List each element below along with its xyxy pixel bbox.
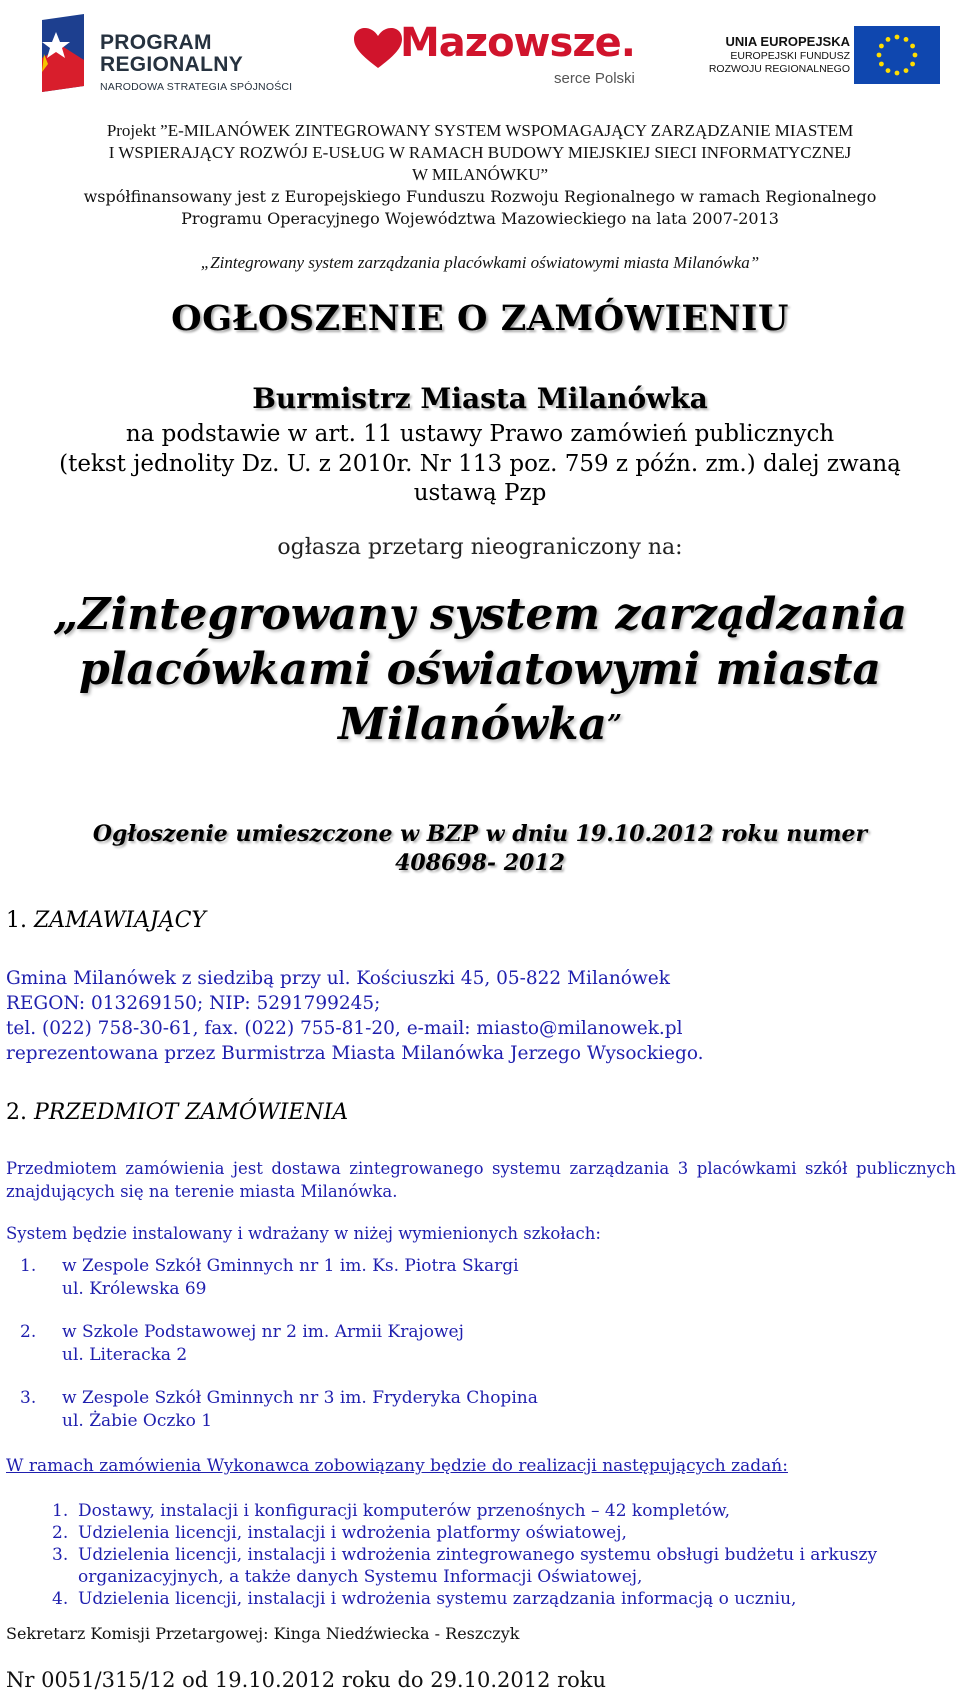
- project-line-5: Programu Operacyjnego Województwa Mazowieckiego na lata 2007-2013: [181, 209, 779, 228]
- subject-paragraph: Przedmiotem zamówienia jest dostawa zintegrowanego systemu zarządzania 3 placówkami szkół publicznych znajdujących się na terenie miasta Milanówka.: [6, 1159, 956, 1201]
- heart-icon: [354, 28, 402, 70]
- section-1-heading: [6, 908, 206, 933]
- eu-fund-line2: ROZWOJU REGIONALNEGO: [708, 63, 850, 75]
- eu-star-icon: [886, 68, 891, 73]
- school-name: w Szkole Podstawowej nr 2 im. Armii Krajowej: [62, 1322, 464, 1342]
- eu-title: UNIA EUROPEJSKA: [725, 34, 850, 49]
- phone-email-line: tel. (022) 758-30-61, fax. (022) 755-81-20, e-mail: miasto@milanowek.pl: [6, 1018, 683, 1039]
- address-line: Gmina Milanówek z siedzibą przy ul. Kościuszki 45, 05-822 Milanówek: [6, 968, 670, 989]
- school-street: ul. Literacka 2: [62, 1345, 188, 1365]
- list-item: [52, 1522, 957, 1544]
- eu-logo: [690, 26, 940, 86]
- eu-star-icon: [895, 35, 900, 40]
- mazowsze-wordmark: Mazowsze.: [400, 20, 635, 66]
- section-2-number: 2.: [6, 1100, 27, 1125]
- eu-star-icon: [886, 37, 891, 42]
- task-number: 2.: [52, 1523, 69, 1543]
- school-street: ul. Żabie Oczko 1: [62, 1411, 213, 1431]
- tasks-intro: W ramach zamówienia Wykonawca zobowiązany będzie do realizacji następujących zadań:: [6, 1456, 788, 1476]
- tasks-list: [52, 1500, 957, 1610]
- tender-title-line-3: [20, 698, 940, 752]
- regionalny-label: REGIONALNY: [100, 53, 244, 76]
- list-item: [52, 1544, 957, 1588]
- section-1-title: ZAMAWIAJĄCY: [34, 908, 206, 933]
- mazowsze-logo: [354, 20, 654, 90]
- project-line-2: I WSPIERAJĄCY ROZWÓJ E-USŁUG W RAMACH BUDOWY MIEJSKIEJ SIECI INFORMATYCZNEJ: [108, 143, 852, 162]
- program-regionalny-logo: [38, 12, 308, 92]
- tender-title-line-1: „Zintegrowany system zarządzania: [53, 589, 907, 640]
- subject-short: „Zintegrowany system zarządzania placówkami oświatowymi miasta Milanówka”: [200, 253, 760, 272]
- mazowsze-tagline: serce Polski: [554, 70, 635, 87]
- school-name: w Zespole Szkół Gminnych nr 1 im. Ks. Piotra Skargi: [62, 1256, 519, 1276]
- program-label: PROGRAM: [100, 31, 212, 54]
- legal-basis-line-3: ustawą Pzp: [413, 480, 547, 506]
- program-regionalny-flag-icon: [38, 14, 88, 92]
- announcement-text: ogłasza przetarg nieograniczony na:: [277, 535, 683, 560]
- task-text: Udzielenia licencji, instalacji i wdrożenia platformy oświatowej,: [78, 1523, 627, 1543]
- eu-star-icon: [879, 62, 884, 67]
- representative-line: reprezentowana przez Burmistrza Miasta Milanówka Jerzego Wysockiego.: [6, 1043, 704, 1064]
- ordering-party-block: [6, 966, 936, 1066]
- list-item: [52, 1588, 957, 1610]
- eu-star-icon: [904, 68, 909, 73]
- task-text: Udzielenia licencji, instalacji i wdrożenia systemu zarządzania informacją o uczniu,: [78, 1589, 797, 1609]
- eu-star-icon: [877, 53, 882, 58]
- list-item: [20, 1321, 720, 1367]
- section-2-heading: [6, 1100, 348, 1125]
- task-text: Dostawy, instalacji i konfiguracji komputerów przenośnych – 42 kompletów,: [78, 1501, 730, 1521]
- eu-star-icon: [913, 53, 918, 58]
- school-number: 3.: [20, 1388, 37, 1408]
- task-text: Udzielenia licencji, instalacji i wdrożenia zintegrowanego systemu obsługi budżetu i arkuszy organizacyjnych, a także danych Systemu Informacji Oświatowej,: [78, 1545, 878, 1587]
- school-number: 2.: [20, 1322, 37, 1342]
- project-line-4: współfinansowany jest z Europejskiego Funduszu Rozwoju Regionalnego w ramach Regionalnego: [83, 187, 877, 206]
- eu-star-icon: [879, 44, 884, 49]
- eu-star-icon: [904, 37, 909, 42]
- eu-flag-icon: [854, 26, 940, 84]
- tender-title-line-2: placówkami oświatowymi miasta: [79, 644, 881, 695]
- bzp-notice-line-2: 408698- 2012: [395, 850, 565, 876]
- section-1-number: 1.: [6, 908, 27, 933]
- eu-star-icon: [910, 44, 915, 49]
- page-title: OGŁOSZENIE O ZAMÓWIENIU: [171, 298, 789, 339]
- school-number: 1.: [20, 1256, 37, 1276]
- schools-list: [20, 1255, 720, 1453]
- regon-nip-line: REGON: 013269150; NIP: 5291799245;: [6, 993, 381, 1014]
- issuer-title: Burmistrz Miasta Milanówka: [252, 382, 708, 415]
- section-2-title: PRZEDMIOT ZAMÓWIENIA: [34, 1100, 349, 1125]
- tender-title-close-quote: ”: [606, 710, 622, 740]
- task-number: 1.: [52, 1501, 69, 1521]
- bzp-notice-line-1: Ogłoszenie umieszczone w BZP w dniu 19.10.2012 roku numer: [92, 821, 868, 847]
- task-number: 4.: [52, 1589, 69, 1609]
- eu-star-icon: [910, 62, 915, 67]
- strategy-label: NARODOWA STRATEGIA SPÓJNOŚCI: [100, 81, 293, 93]
- reference-number: Nr 0051/315/12 od 19.10.2012 roku do 29.10.2012 roku: [6, 1668, 607, 1692]
- schools-intro: System będzie instalowany i wdrażany w niżej wymienionych szkołach:: [6, 1224, 601, 1243]
- eu-fund-line1: EUROPEJSKI FUNDUSZ: [730, 50, 850, 62]
- list-item: [20, 1387, 720, 1433]
- task-number: 3.: [52, 1545, 69, 1565]
- list-item: [20, 1255, 720, 1301]
- project-line-1: Projekt ”E-MILANÓWEK ZINTEGROWANY SYSTEM WSPOMAGAJĄCY ZARZĄDZANIE MIASTEM: [106, 121, 854, 140]
- school-name: w Zespole Szkół Gminnych nr 3 im. Fryderyka Chopina: [62, 1388, 538, 1408]
- project-line-3: W MILANÓWKU”: [411, 165, 549, 184]
- secretary-line: Sekretarz Komisji Przetargowej: Kinga Niedźwiecka - Reszczyk: [6, 1624, 520, 1643]
- legal-basis-line-1: na podstawie w art. 11 ustawy Prawo zamówień publicznych: [125, 421, 835, 447]
- tender-title-city: Milanówka: [338, 699, 607, 750]
- list-item: [52, 1500, 957, 1522]
- school-street: ul. Królewska 69: [62, 1279, 207, 1299]
- legal-basis-line-2: (tekst jednolity Dz. U. z 2010r. Nr 113 poz. 759 z późn. zm.) dalej zwaną: [59, 451, 901, 477]
- eu-star-icon: [895, 71, 900, 76]
